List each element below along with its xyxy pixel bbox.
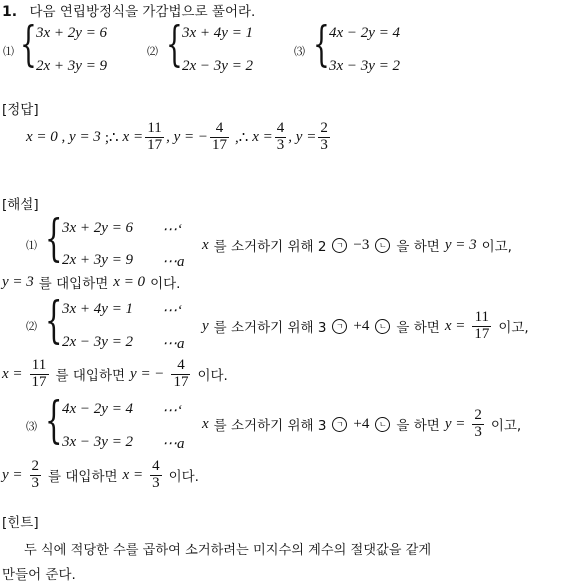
marker: ⋯a xyxy=(162,436,185,452)
hint-line-1: 두 식에 적당한 수를 곱하여 소거하려는 미지수의 계수의 절댓값을 같게 xyxy=(24,543,432,558)
therefore-sep: ;∴ xyxy=(104,129,119,146)
circled-2-icon: ㄴ xyxy=(375,238,390,253)
marker: ⋯‘ xyxy=(162,222,182,238)
brace-icon: { xyxy=(45,391,63,449)
equation: 3x − 3y = 2 xyxy=(62,434,134,450)
equation: 2x − 3y = 2 xyxy=(182,58,254,74)
brace-icon: { xyxy=(313,16,330,72)
therefore-sep: ,∴ xyxy=(234,129,249,146)
solution-text: y = $\frac{2}{3}$ 를 대입하면 x = $\frac{4}{3}$ 이다. xyxy=(2,457,199,491)
equation: 4x − 2y = 4 xyxy=(329,25,401,41)
answer-3-y-prefix: , y = xyxy=(288,128,317,145)
marker: ⋯‘ xyxy=(162,303,182,319)
part-label: ⑶ xyxy=(26,420,37,433)
brace-icon: { xyxy=(45,209,63,267)
part-label: ⑵ xyxy=(147,45,158,58)
fraction: $\frac{4}{17}$ xyxy=(211,119,227,153)
problem-title xyxy=(2,0,255,20)
part-label: ⑴ xyxy=(3,45,14,58)
circled-1-icon: ㄱ xyxy=(332,319,347,334)
fraction: $\frac{11}{17}$ xyxy=(474,308,490,342)
part-label: ⑴ xyxy=(26,239,37,252)
part-label: ⑶ xyxy=(294,45,305,58)
equation: 3x − 3y = 2 xyxy=(329,58,401,74)
solution-text: x 를 소거하기 위해 2 ㄱ −3 ㄴ 을 하면 y = 3 이고, xyxy=(202,236,512,255)
answer-2-y-prefix: , y = − xyxy=(166,128,208,145)
answer-3-x-prefix: x = xyxy=(252,128,273,145)
solution-text: y = 3 를 대입하면 x = 0 이다. xyxy=(2,273,181,292)
equation: 4x − 2y = 4 xyxy=(62,401,134,417)
marker: ⋯‘ xyxy=(162,403,182,419)
circled-1-icon: ㄱ xyxy=(332,238,347,253)
equation: 2x − 3y = 2 xyxy=(62,334,134,350)
fraction: $\frac{2}{3}$ xyxy=(31,457,40,491)
fraction: $\frac{11}{17}$ xyxy=(31,356,47,390)
equation: 3x + 2y = 6 xyxy=(36,25,108,41)
answer-line xyxy=(26,117,332,157)
equation: 3x + 4y = 1 xyxy=(182,25,254,41)
answer-1: x = 0 , y = 3 xyxy=(26,128,101,145)
brace-icon: { xyxy=(166,16,183,72)
circled-2-icon: ㄴ xyxy=(375,319,390,334)
hint-line-2: 만들어 준다. xyxy=(2,567,76,583)
equation: 3x + 2y = 6 xyxy=(62,220,134,236)
solution-text: y 를 소거하기 위해 3 ㄱ +4 ㄴ 을 하면 x = $\frac{11}{17}$ 이고, xyxy=(202,308,529,342)
solution-text: x 를 소거하기 위해 3 ㄱ +4 ㄴ 을 하면 y = $\frac{2}{3}$ 이고, xyxy=(202,406,522,440)
problem-number: 1. xyxy=(2,4,18,20)
problem-prompt: 다음 연립방정식을 가감법으로 풀어라. xyxy=(29,4,256,20)
marker: ⋯a xyxy=(162,254,185,270)
answer-heading: [정답] xyxy=(2,102,39,118)
fraction: $\frac{4}{3}$ xyxy=(276,119,285,153)
marker: ⋯a xyxy=(162,336,185,352)
equation: 3x + 4y = 1 xyxy=(62,301,134,317)
brace-icon: { xyxy=(45,291,63,349)
equation: 2x + 3y = 9 xyxy=(36,58,108,74)
hint-heading: [힌트] xyxy=(2,515,39,531)
solution-text: x = $\frac{11}{17}$ 를 대입하면 y = − $\frac{4}{17}$ 이다. xyxy=(2,356,228,390)
fraction: $\frac{11}{17}$ xyxy=(147,119,163,153)
brace-icon: { xyxy=(20,16,37,72)
fraction: $\frac{4}{3}$ xyxy=(152,457,160,491)
equation: 2x + 3y = 9 xyxy=(62,252,134,268)
part-label: ⑵ xyxy=(26,320,37,333)
circled-1-icon: ㄱ xyxy=(332,417,347,432)
fraction: $\frac{2}{3}$ xyxy=(474,406,482,440)
solution-heading: [해설] xyxy=(2,197,39,213)
answer-2-x-prefix: x = xyxy=(122,128,144,145)
fraction: $\frac{4}{17}$ xyxy=(173,356,189,390)
fraction: $\frac{2}{3}$ xyxy=(320,119,328,153)
circled-2-icon: ㄴ xyxy=(375,417,390,432)
